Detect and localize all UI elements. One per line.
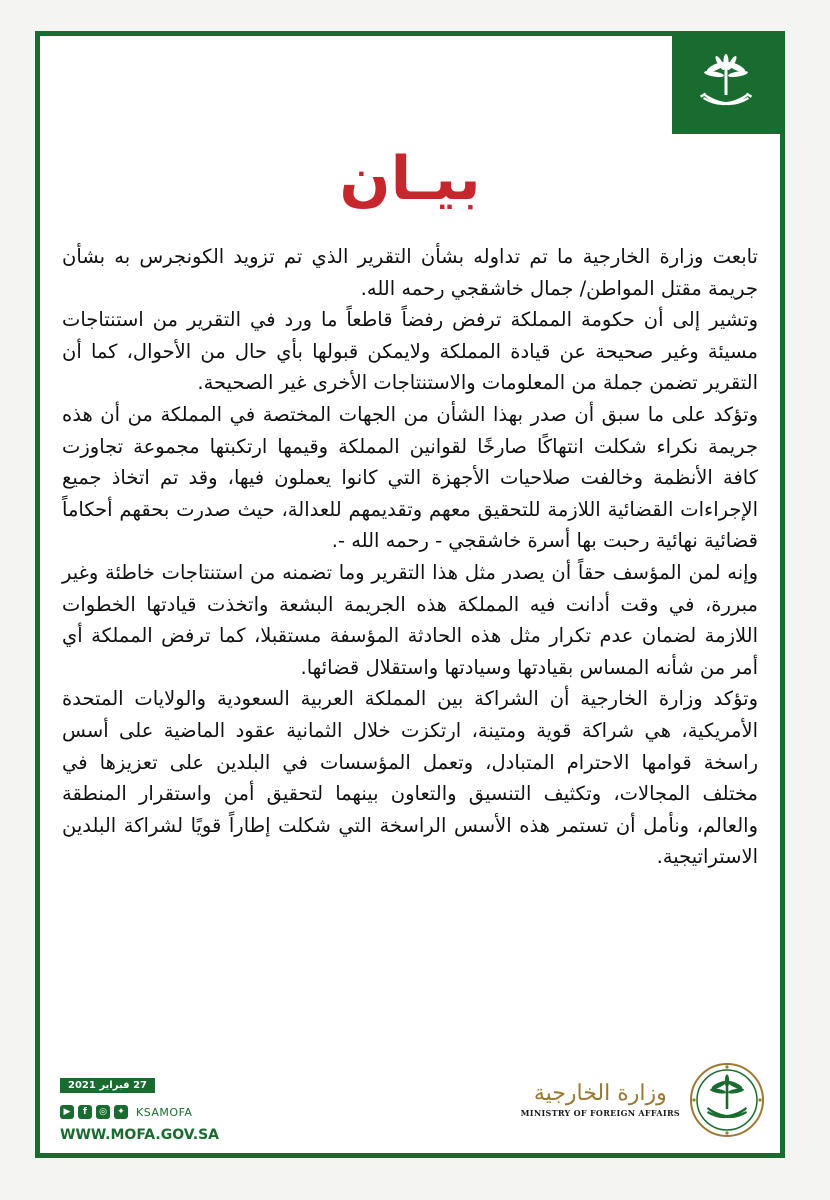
statement-paragraph: وتؤكد وزارة الخارجية أن الشراكة بين المملكة العربية السعودية والولايات المتحدة الأمريكية، هي شراكة قوية ومتينة، ارتكزت خلال الثمانية عقود الماضية على أسس راسخة قوامها الاحترام المتبادل، وتعمل المؤسسات في البلدين على تعزيزها في مختلف المجالات، وتكثيف التنسيق والتعاون بينهما لتحقيق أمن واستقرار المنطقة والعالم، ونأمل أن تستمر هذه الأسس الراسخة التي شكلت إطاراً قويًا لشراكة البلدين الاستراتيجية.: [62, 687, 758, 869]
page-title: بيـان: [339, 144, 481, 214]
twitter-icon[interactable]: ✦: [114, 1105, 128, 1119]
social-links: [60, 1105, 192, 1119]
palm-swords-icon: [694, 53, 758, 117]
statement-paragraph: تابعت وزارة الخارجية ما تم تداوله بشأن التقرير الذي تم تزويد الكونجرس به بشأن جريمة مقتل المواطن/ جمال خاشقجي رحمه الله.: [62, 245, 758, 300]
ministry-logo: [521, 1061, 766, 1139]
statement-frame: [35, 31, 785, 1158]
youtube-icon[interactable]: ▶: [60, 1105, 74, 1119]
ministry-name-english: MINISTRY OF FOREIGN AFFAIRS: [520, 1108, 680, 1119]
social-handle[interactable]: KSAMOFA: [136, 1105, 193, 1119]
ministry-wordmark: [521, 1082, 680, 1118]
statement-paragraph: وتشير إلى أن حكومة المملكة ترفض رفضاً قاطعاً ما ورد في التقرير من استنتاجات مسيئة وغير صحيحة عن قيادة المملكة ولايمكن قبولها بأي حال من الأحوال، كما أن التقرير تضمن جملة من المعلومات والاستنتاجات الأخرى غير الصحيحة.: [62, 308, 758, 395]
instagram-icon[interactable]: ◎: [96, 1105, 110, 1119]
ministry-seal-icon: [688, 1061, 766, 1139]
saudi-emblem-badge: [672, 36, 780, 134]
date-badge: 27 فبراير 2021: [60, 1078, 155, 1093]
website-link[interactable]: WWW.MOFA.GOV.SA: [60, 1127, 219, 1143]
statement-body: [62, 241, 758, 873]
ministry-name-arabic: وزارة الخارجية: [533, 1080, 667, 1106]
facebook-icon[interactable]: f: [78, 1105, 92, 1119]
statement-paragraph: وإنه لمن المؤسف حقاً أن يصدر مثل هذا التقرير وما تضمنه من استنتاجات خاطئة وغير مبررة، في وقت أدانت فيه المملكة هذه الجريمة البشعة واتخذت قيادتها الخطوات اللازمة لضمان عدم تكرار مثل هذه الحادثة المؤسفة مستقبلا، كما ترفض المملكة أي أمر من شأنه المساس بقيادتها وسيادتها واستقلال قضائها.: [62, 560, 758, 679]
statement-paragraph: وتؤكد على ما سبق أن صدر بهذا الشأن من الجهات المختصة في المملكة من أن هذه جريمة نكراء شكلت انتهاكًا صارخًا لقوانين المملكة وقيمها ارتكبتها مجموعة تجاوزت كافة الأنظمة وخالفت صلاحيات الأجهزة التي كانوا يعملون فيها، وقد تم اتخاذ جميع الإجراءات القضائية اللازمة للتحقيق معهم وتقديمهم للعدالة، حيث صدرت بحقهم أحكاماً قضائية نهائية رحبت بها أسرة خاشقجي - رحمه الله -.: [62, 402, 758, 553]
